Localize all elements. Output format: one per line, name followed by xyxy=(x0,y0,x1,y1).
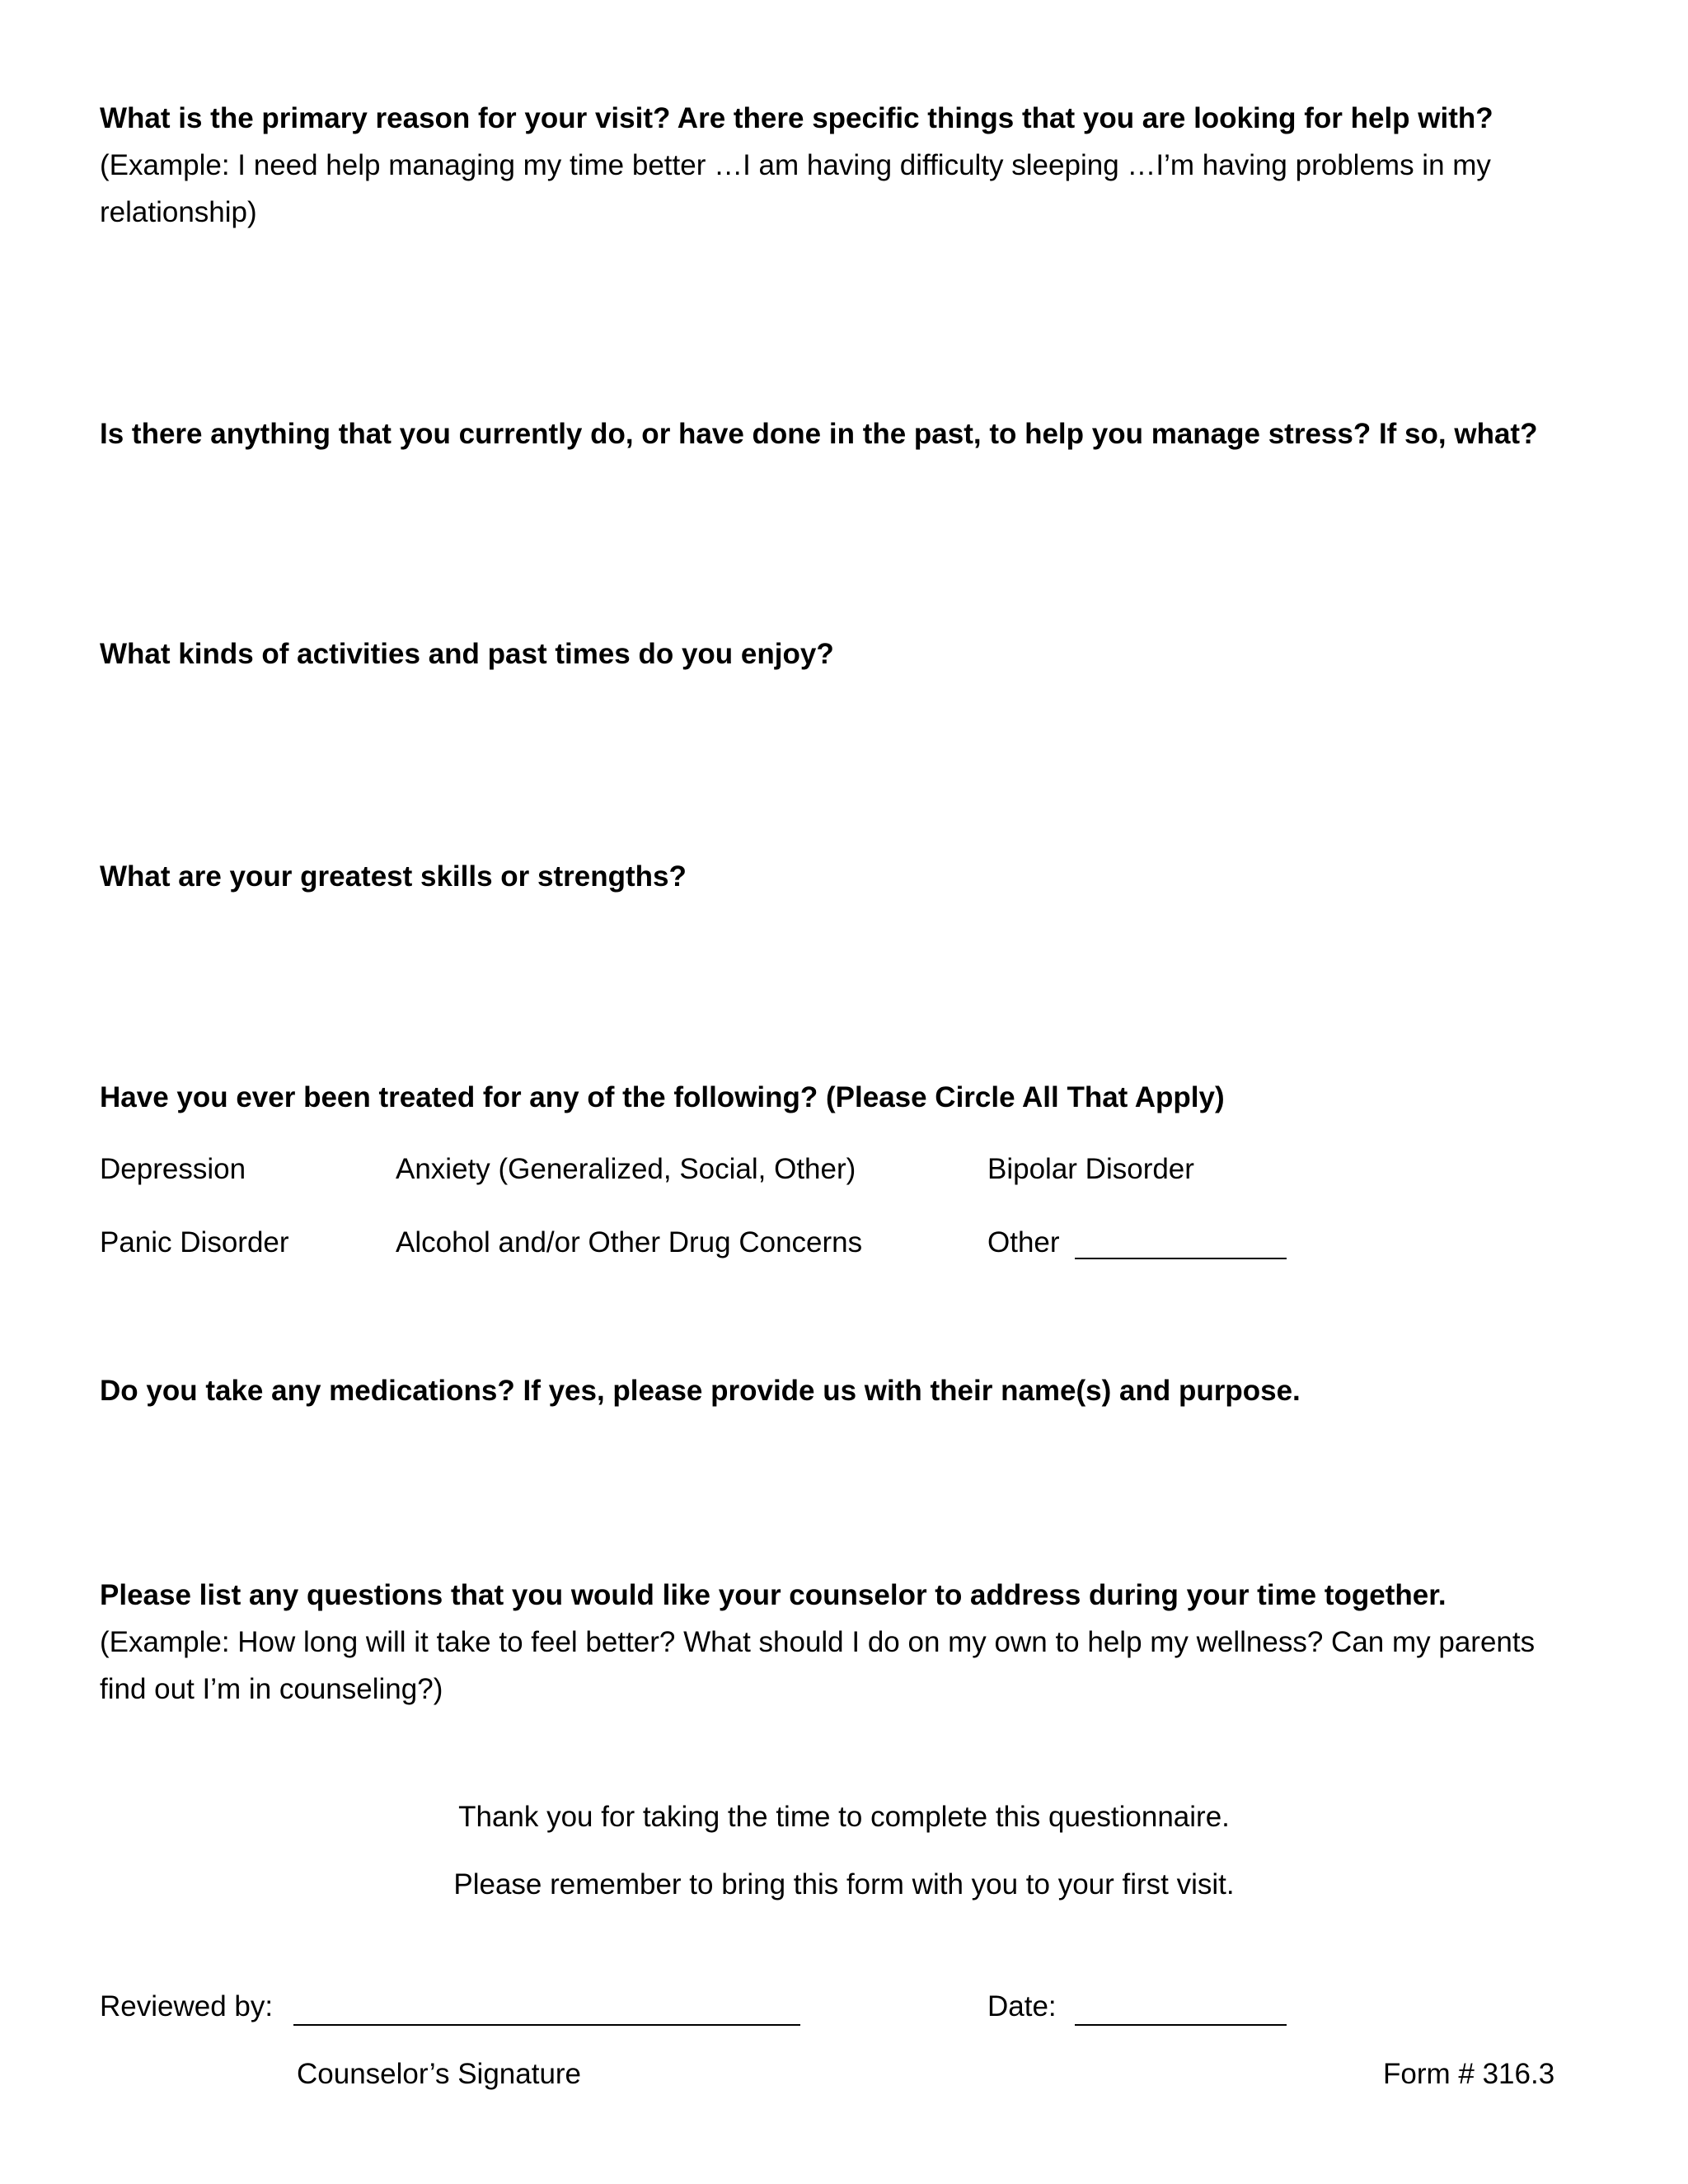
question-example: (Example: How long will it take to feel better? What should I do on my own to help my wellness? Can my parents find out I’m in counseling?) xyxy=(100,1626,1536,1705)
date-field[interactable] xyxy=(1075,2024,1287,2026)
question-text: What kinds of activities and past times do you enjoy? xyxy=(100,638,834,670)
date-label: Date: xyxy=(987,1990,1057,2022)
question-manage-stress xyxy=(100,410,1583,457)
signature-caption: Counselor’s Signature xyxy=(297,2058,582,2090)
option-anxiety[interactable]: Anxiety (Generalized, Social, Other) xyxy=(396,1153,856,1185)
question-text: Please list any questions that you would like your counselor to address during your time together. xyxy=(100,1579,1447,1611)
other-condition-field[interactable] xyxy=(1075,1258,1287,1259)
question-activities xyxy=(100,630,1583,677)
form-number: Form # 316.3 xyxy=(1383,2058,1555,2090)
question-text: What is the primary reason for your visit? Are there specific things that you are looking for help with? xyxy=(100,102,1493,134)
option-depression[interactable]: Depression xyxy=(100,1153,246,1185)
counselor-signature-field[interactable] xyxy=(293,2024,800,2026)
closing-thanks: Thank you for taking the time to complete this questionnaire. xyxy=(458,1801,1230,1833)
question-strengths xyxy=(100,853,1583,900)
option-other[interactable]: Other xyxy=(987,1226,1060,1258)
question-medications xyxy=(100,1367,1583,1414)
closing-reminder: Please remember to bring this form with you to your first visit. xyxy=(453,1868,1235,1900)
question-text: Is there anything that you currently do, or have done in the past, to help you manage stress? If so, what? xyxy=(100,418,1538,450)
reviewed-by-label: Reviewed by: xyxy=(100,1990,274,2022)
question-treated-conditions xyxy=(100,1074,1583,1121)
option-alcohol-drug-concerns[interactable]: Alcohol and/or Other Drug Concerns xyxy=(396,1226,863,1258)
question-counselor-questions xyxy=(100,1572,1583,1713)
question-text: Do you take any medications? If yes, please provide us with their name(s) and purpose. xyxy=(100,1375,1301,1407)
option-panic-disorder[interactable]: Panic Disorder xyxy=(100,1226,289,1258)
question-text: Have you ever been treated for any of the following? (Please Circle All That Apply) xyxy=(100,1081,1225,1113)
question-text: What are your greatest skills or strengths? xyxy=(100,860,687,893)
question-example: (Example: I need help managing my time better …I am having difficulty sleeping …I’m having problems in my relationship) xyxy=(100,149,1491,228)
option-bipolar-disorder[interactable]: Bipolar Disorder xyxy=(987,1153,1194,1185)
question-primary-reason xyxy=(100,95,1583,236)
